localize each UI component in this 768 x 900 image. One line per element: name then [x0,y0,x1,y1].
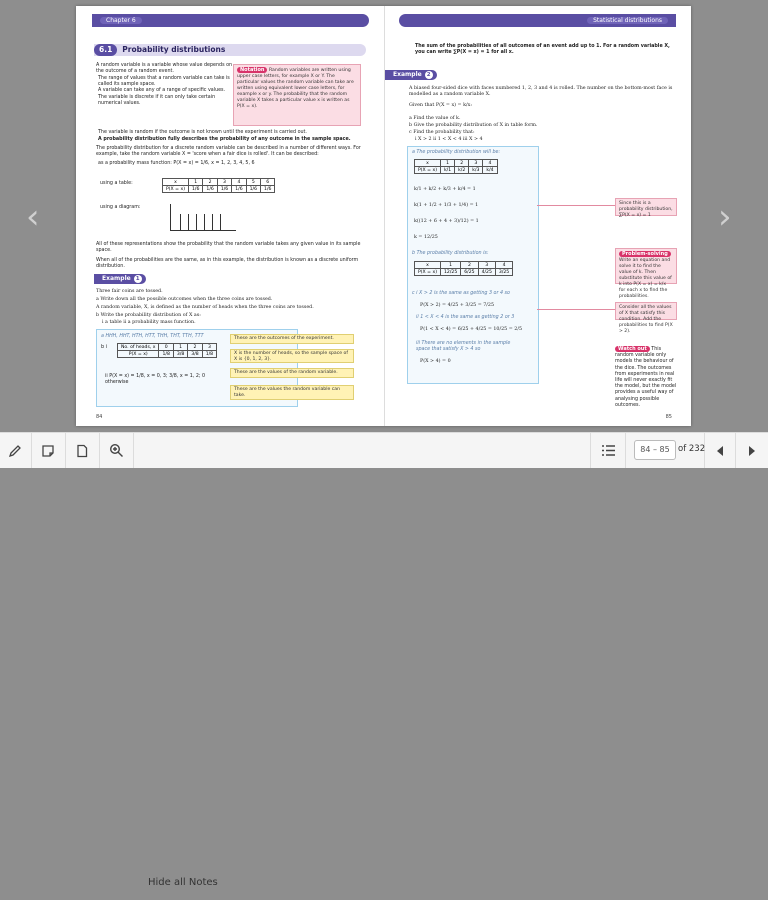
paragraph: When all of the probabilities are the same, as in this example, the distribution is known as a discrete uniform distribution. [96,258,359,270]
page-number-input[interactable]: 84 – 85 [634,440,676,460]
pmf-solution: ii P(X = x) = 1/8, x = 0, 3; 3/8, x = 1, 2; 0 otherwise [105,374,206,386]
question-a: a Write down all the possible outcomes when the three coins are tossed. [96,297,273,302]
hide-all-notes-button[interactable]: Hide all Notes [148,877,218,888]
solution-c-line: c i X > 2 is the same as getting 3 or 4 so [412,291,510,296]
next-page-button[interactable] [737,433,767,468]
section-title: 6.1 Probability distributions [94,44,366,56]
pencil-button[interactable] [0,433,30,468]
solution-b-head: b The probability distribution is: [412,251,489,256]
list-item: The variable is discrete if it can only take certain numerical values. [98,94,216,106]
problem-solving-label: Problem-solving [619,251,671,257]
sticky-note-icon [41,444,55,458]
note-values: These are the values of the random variable. [230,368,354,378]
dice-table: x 1 2 3 4 5 6 P(X = x) 1/6 1/6 1/6 1/6 1/6 1/6 [162,178,275,193]
example-heading: Example 1 [94,274,146,284]
connector-line [537,205,615,206]
key-point: A probability distribution fully describes the probability of any outcome in the sample space. [98,137,351,142]
note-can-take: These are the values the random variable can take. [230,385,354,400]
solution-c-line: iii There are no elements in the sample space that satisfy X > 4 so [416,341,511,353]
label: using a diagram: [100,205,141,210]
solution-a: a HHH, HHT, HTH, HTT, THH, THT, TTH, TTT [101,334,204,339]
note-sum: Since this is a probability distribution, ∑P(X = x) = 1 [615,198,677,216]
note-condition: Consider all the values of X that satisfy this condition. Add the probabilities to find P(X > 2). [615,302,677,320]
note-sample-space: X is the number of heads, so the sample space of X is {0, 1, 2, 3}. [230,349,354,363]
chapter-header: Statistical distributions [399,14,676,27]
connector-line [537,309,615,310]
list-icon [601,444,616,457]
list-item: A variable can take any of a range of specific values. [98,88,226,94]
page-icon [75,444,89,458]
solution-c-line: P(X > 2) = 4/25 + 3/25 = 7/25 [420,303,495,308]
equation-line: k(1 + 1/2 + 1/3 + 1/4) = 1 [414,203,479,208]
problem-solving-note: Problem-solving Write an equation and solve it to find the value of k. Then substitute this value of k into P(X = x) = k/x for each x to find the probabilities. [615,248,677,284]
list-item: The variable is random if the outcome is not known until the experiment is carried out. [98,130,307,135]
equation-line: k = 12/25 [414,235,438,240]
paragraph: All of these representations show the probability that the random variable takes any given value in its sample space. [96,242,361,254]
paragraph: The probability distribution for a discrete random variable can be described in a number of different ways. For example, take the random variable X = 'score when a fair dice is rolled'. It can be described: [96,146,361,158]
solution-a-head: a The probability distribution will be: [412,150,501,155]
example-text: A biased four-sided dice with faces numbered 1, 2, 3 and 4 is rolled. The number on the bottom-most face is modelled as a random variable X. [409,86,673,98]
page-spread [76,6,691,426]
book-viewer [0,0,768,432]
page-button[interactable] [66,433,98,468]
notation-label: Notation [237,67,267,73]
next-page-arrow-icon[interactable]: › [718,197,732,237]
note-outcomes: These are the outcomes of the experiment. [230,334,354,344]
k-table: x 1 2 3 4 P(X = x) k/1 k/2 k/3 k/4 [414,159,498,174]
given: Given that P(X = x) = k/x: [409,103,472,108]
pmf-line: as a probability mass function: P(X = x) = 1/6, x = 1, 2, 3, 4, 5, 6 [98,161,255,166]
solution-c-line: P(1 < X < 4) = 6/25 + 4/25 = 10/25 = 2/5 [420,327,522,332]
pencil-icon [8,444,22,458]
question-b: b Give the probability distribution of X in table form. [409,123,538,128]
page-number: 85 [665,414,672,420]
example-text: A random variable, X, is defined as the number of heads when the three coins are tossed. [96,305,314,310]
chapter-header: Chapter 6 [92,14,369,27]
example-text: Three fair coins are tossed. [96,289,163,294]
example-heading: Example 2 [385,70,437,80]
question-c-parts: i X > 2 ii 1 < X < 4 iii X > 4 [415,137,483,142]
question-b-parts: i a table ii a probability mass function. [102,320,196,325]
equation-line: k((12 + 6 + 4 + 3)/12) = 1 [414,219,479,224]
left-page [76,6,383,426]
zoom-in-icon [109,443,124,458]
key-point: The sum of the probabilities of all outcomes of an event add up to 1. For a random variable X, you can write ∑P(X = x) = 1 for all x. [415,44,670,56]
prev-page-button[interactable] [706,433,734,468]
question-c: c Find the probability that: [409,130,475,135]
prob-table: x 1 2 3 4 P(X = x) 12/25 6/25 4/25 3/25 [414,261,513,276]
contents-list-button[interactable] [592,433,624,468]
next-arrow-icon [747,445,757,457]
zoom-button[interactable] [100,433,132,468]
prev-page-arrow-icon[interactable]: ‹ [26,197,40,237]
watch-out-label: Watch out [615,346,650,352]
intro-paragraph: A random variable is a variable whose value depends on the outcome of a random event. [96,63,233,75]
page-number: 84 [96,414,103,420]
equation-line: k/1 + k/2 + k/3 + k/4 = 1 [414,187,476,192]
list-item: The range of values that a random variable can take is called its sample space. [98,76,230,88]
sticky-note-button[interactable] [32,433,64,468]
notation-note: Notation Random variables are written using upper case letters, for example X or Y. The particular values the random variable can take are written using equivalent lower case letters, for example x or y. The probability that the random variable X takes a particular value x is written as P(X = x). [233,64,361,126]
solution-c-line: ii 1 < X < 4 is the same as getting 2 or 3 [416,315,515,320]
prev-arrow-icon [715,445,725,457]
uniform-diagram [160,202,240,234]
right-page [384,6,691,426]
watch-out-note: Watch out This random variable only models the behaviour of the dice. The outcomes from experiments in real life will never exactly fit the model, but the model provides a useful way of analysing possible outcomes. [615,346,677,408]
heads-table: No. of heads, x 0 1 2 3 P(X = x) 1/8 3/8 3/8 1/8 [117,343,217,358]
label: b i [101,345,107,350]
bullet-list [98,76,236,107]
page-total: of 232 [678,444,706,454]
question-a: a Find the value of k. [409,116,461,121]
label: using a table: [100,181,133,186]
solution-box [407,146,539,384]
question-b: b Write the probability distribution of X as: [96,313,201,318]
solution-c-line: P(X > 4) = 0 [420,359,451,364]
